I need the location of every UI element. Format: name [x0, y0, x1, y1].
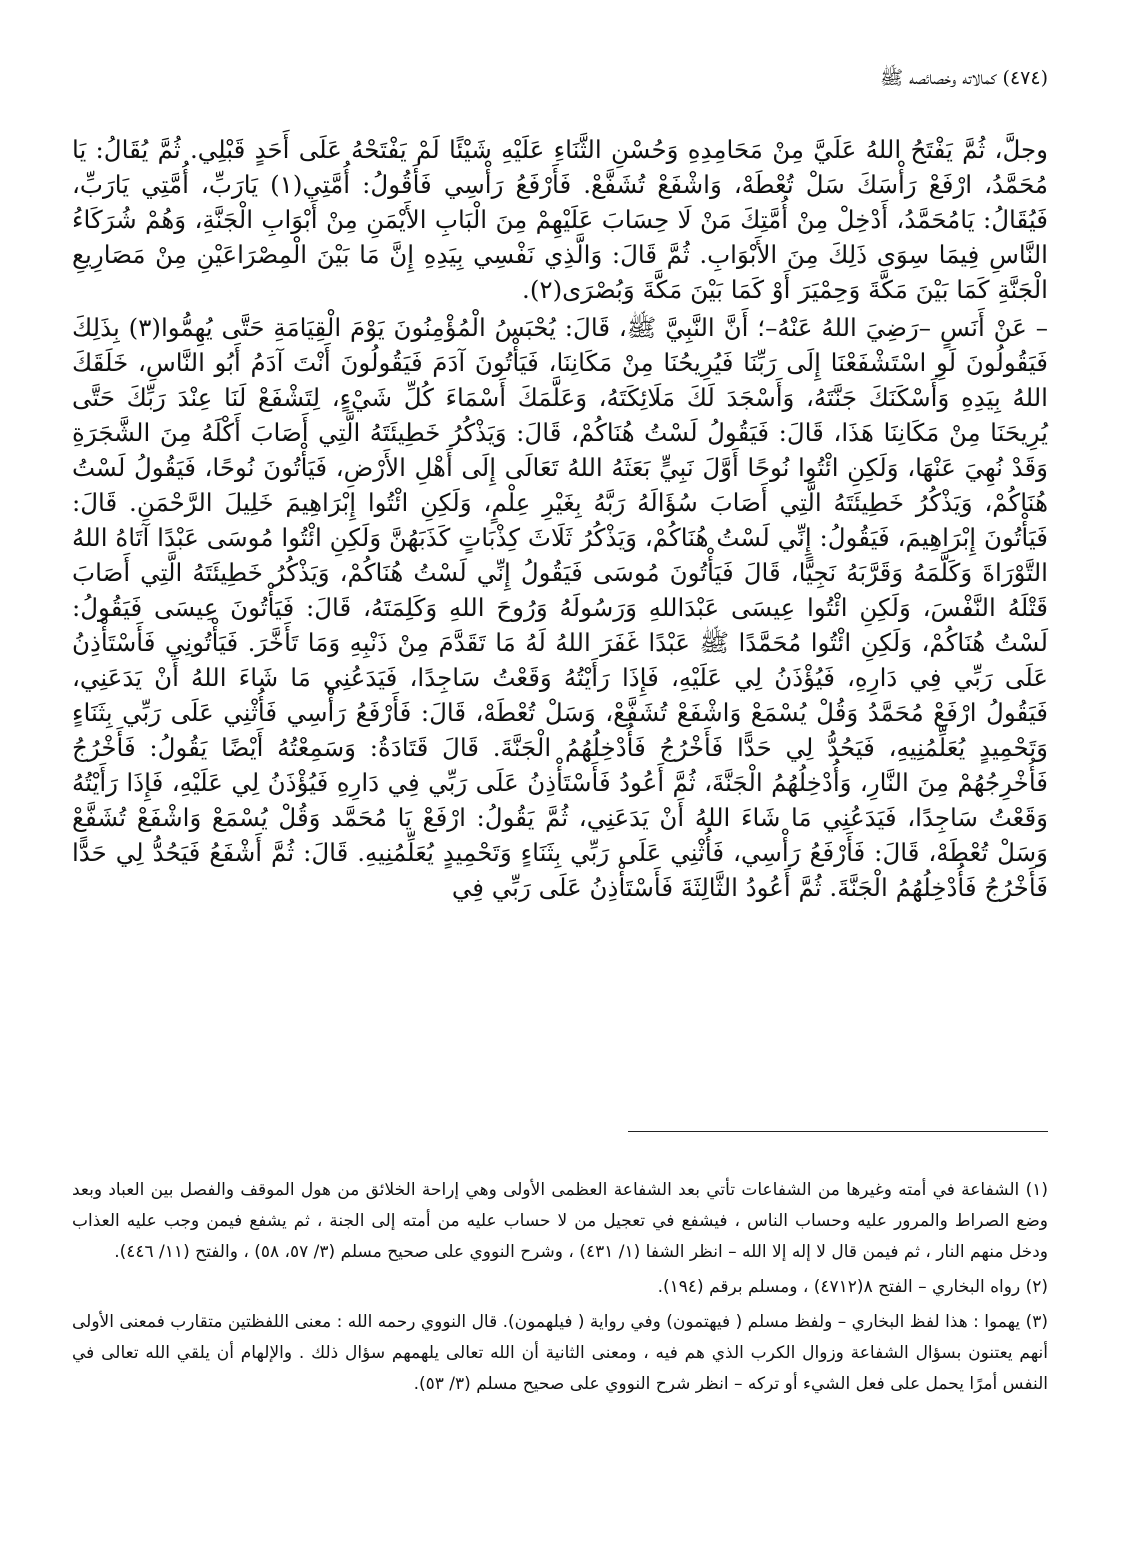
- footnote-1: (١) الشفاعة في أمته وغيرها من الشفاعات تأتي بعد الشفاعة العظمى الأولى وهي إراحة الخلائق من هول الموقف والفصل بين العباد وبعد وضع الصراط والمرور عليه وحساب الناس ، فيشفع في تعجيل من لا حساب عليه من أمته إلى الجنة ، ثم يشفع فيمن وجب عليه العذاب ودخل منهم النار ، ثم فيمن قال لا إله إلا الله – انظر الشفا (١/ ٤٣١) ، وشرح النووي على صحيح مسلم (٣/ ٥٧، ٥٨) ، والفتح (١١/ ٤٤٦).: [72, 1180, 1048, 1262]
- page-header: (٤٧٤) كمالاته وخصائصه ﷺ: [880, 67, 1048, 89]
- footnotes: [72, 1175, 1048, 1404]
- footnote-divider: [628, 1131, 1048, 1132]
- hadith-paragraph-2: – عَنْ أَنَسٍ –رَضِيَ اللهُ عَنْهُ–؛ أَنَّ النَّبِيَّ ﷺ، قَالَ: يُحْبَسُ الْمُؤْمِنُونَ يَوْمَ الْقِيَامَةِ حَتَّى يُهِمُّوا(٣) بِذَلِكَ فَيَقُولُونَ لَوِ اسْتَشْفَعْنَا إِلَى رَبِّنَا فَيُرِيحُنَا مِنْ مَكَانِنَا، فَيَأْتُونَ آدَمَ فَيَقُولُونَ أَنْتَ آدَمُ أَبُو النَّاسِ، خَلَقَكَ اللهُ بِيَدِهِ وَأَسْكَنَكَ جَنَّتَهُ، وَأَسْجَدَ لَكَ مَلَائِكَتَهُ، وَعَلَّمَكَ أَسْمَاءَ كُلِّ شَيْءٍ، لِتَشْفَعْ لَنَا عِنْدَ رَبِّكَ حَتَّى يُرِيحَنَا مِنْ مَكَانِنَا هَذَا، قَالَ: فَيَقُولُ لَسْتُ هُنَاكُمْ، قَالَ: وَيَذْكُرُ خَطِيئَتَهُ الَّتِي أَصَابَ أَكْلَهُ مِنَ الشَّجَرَةِ وَقَدْ نُهِيَ عَنْهَا، وَلَكِنِ ائْتُوا نُوحًا أَوَّلَ نَبِيٍّ بَعَثَهُ اللهُ تَعَالَى إِلَى أَهْلِ الأَرْضِ، فَيَأْتُونَ نُوحًا، فَيَقُولُ لَسْتُ هُنَاكُمْ، وَيَذْكُرُ خَطِيئَتَهُ الَّتِي أَصَابَ سُؤَالَهُ رَبَّهُ بِغَيْرِ عِلْمٍ، وَلَكِنِ ائْتُوا إِبْرَاهِيمَ خَلِيلَ الرَّحْمَنِ. قَالَ: فَيَأْتُونَ إِبْرَاهِيمَ، فَيَقُولُ: إِنِّي لَسْتُ هُنَاكُمْ، وَيَذْكُرُ ثَلَاثَ كِذْبَاتٍ كَذَبَهُنَّ وَلَكِنِ ائْتُوا مُوسَى عَبْدًا آتَاهُ اللهُ التَّوْرَاةَ وَكَلَّمَهُ وَقَرَّبَهُ نَجِيًّا، قَالَ فَيَأْتُونَ مُوسَى فَيَقُولُ إِنِّي لَسْتُ هُنَاكُمْ، وَيَذْكُرُ خَطِيئَتَهُ الَّتِي أَصَابَ قَتْلَهُ النَّفْسَ، وَلَكِنِ ائْتُوا عِيسَى عَبْدَاللهِ وَرَسُولَهُ وَرُوحَ اللهِ وَكَلِمَتَهُ، قَالَ: فَيَأْتُونَ عِيسَى فَيَقُولُ: لَسْتُ هُنَاكُمْ، وَلَكِنِ ائْتُوا مُحَمَّدًا ﷺ عَبْدًا غَفَرَ اللهُ لَهُ مَا تَقَدَّمَ مِنْ ذَنْبِهِ وَمَا تَأَخَّرَ. فَيَأْتُونِي فَأَسْتَأْذِنُ عَلَى رَبِّي فِي دَارِهِ، فَيُؤْذَنُ لِي عَلَيْهِ، فَإِذَا رَأَيْتُهُ وَقَعْتُ سَاجِدًا، فَيَدَعُنِي مَا شَاءَ اللهُ أَنْ يَدَعَنِي، فَيَقُولُ ارْفَعْ مُحَمَّدُ وَقُلْ يُسْمَعْ وَاشْفَعْ تُشَفَّعْ، وَسَلْ تُعْطَهْ، قَالَ: فَأَرْفَعُ رَأْسِي فَأُثْنِي عَلَى رَبِّي بِثَنَاءٍ وَتَحْمِيدٍ يُعَلِّمُنِيهِ، فَيَحُدُّ لِي حَدًّا فَأَخْرُجُ فَأُدْخِلُهُمُ الْجَنَّةَ. قَالَ قَتَادَةُ: وَسَمِعْتُهُ أَيْضًا يَقُولُ: فَأَخْرُجُ فَأُخْرِجُهُمْ مِنَ النَّارِ، وَأُدْخِلُهُمُ الْجَنَّةَ، ثُمَّ أَعُودُ فَأَسْتَأْذِنُ عَلَى رَبِّي فِي دَارِهِ فَيُؤْذَنُ لِي عَلَيْهِ، فَإِذَا رَأَيْتُهُ وَقَعْتُ سَاجِدًا، فَيَدَعُنِي مَا شَاءَ اللهُ أَنْ يَدَعَنِي، ثُمَّ يَقُولُ: ارْفَعْ يَا مُحَمَّد وَقُلْ يُسْمَعْ وَاشْفَعْ تُشَفَّعْ وَسَلْ تُعْطَهْ، قَالَ: فَأَرْفَعُ رَأْسِي، فَأُثْنِي عَلَى رَبِّي بِثَنَاءٍ وَتَحْمِيدٍ يُعَلِّمُنِيهِ. قَالَ: ثُمَّ أَشْفَعُ فَيَحُدُّ لِي حَدًّا فَأَخْرُجُ فَأُدْخِلُهُمُ الْجَنَّةَ. ثُمَّ أَعُودُ الثَّالِثَةَ فَأَسْتَأْذِنُ عَلَى رَبِّي فِي: [72, 313, 1048, 902]
- footnote-2: (٢) رواه البخاري – الفتح ٨(٤٧١٢) ، ومسلم برقم (١٩٤).: [657, 1277, 1048, 1297]
- footnote-3: (٣) يهموا : هذا لفظ البخاري – ولفظ مسلم ( فيهتمون) وفي رواية ( فيلهمون). قال النووي رحمه الله : معنى اللفظتين متقارب فمعنى الأولى أنهم يعتنون بسؤال الشفاعة وزوال الكرب الذي هم فيه ، ومعنى الثانية أن الله تعالى يلهمهم سؤال ذلك . والإلهام أن يلقي الله تعالى في النفس أمرًا يحمل على فعل الشيء أو تركه – انظر شرح النووي على صحيح مسلم (٣/ ٥٣).: [72, 1312, 1048, 1394]
- main-text: [72, 132, 1048, 908]
- hadith-paragraph-1: وجلَّ، ثُمَّ يَفْتَحُ اللهُ عَلَيَّ مِنْ مَحَامِدِهِ وَحُسْنِ الثَّنَاءِ عَلَيْهِ شَيْئًا لَمْ يَفْتَحْهُ عَلَى أَحَدٍ قَبْلِي. ثُمَّ يُقَالُ: يَا مُحَمَّدُ، ارْفَعْ رَأْسَكَ سَلْ تُعْطَهْ، وَاشْفَعْ تُشَفَّعْ. فَأَرْفَعُ رَأْسِي فَأَقُولُ: أُمَّتِي(١) يَارَبِّ، أُمَّتِي يَارَبِّ، فَيُقَالُ: يَامُحَمَّدُ، أَدْخِلْ مِنْ أُمَّتِكَ مَنْ لَا حِسَابَ عَلَيْهِمْ مِنَ الْبَابِ الأَيْمَنِ مِنْ أَبْوَابِ الْجَنَّةِ، وَهُمْ شُرَكَاءُ النَّاسِ فِيمَا سِوَى ذَلِكَ مِنَ الأَبْوَابِ. ثُمَّ قَالَ: وَالَّذِي نَفْسِي بِيَدِهِ إِنَّ مَا بَيْنَ الْمِصْرَاعَيْنِ مِنْ مَصَارِيعِ الْجَنَّةِ كَمَا بَيْنَ مَكَّةَ وَحِمْيَرَ أَوْ كَمَا بَيْنَ مَكَّةَ وَبُصْرَى(٢).: [72, 135, 1049, 304]
